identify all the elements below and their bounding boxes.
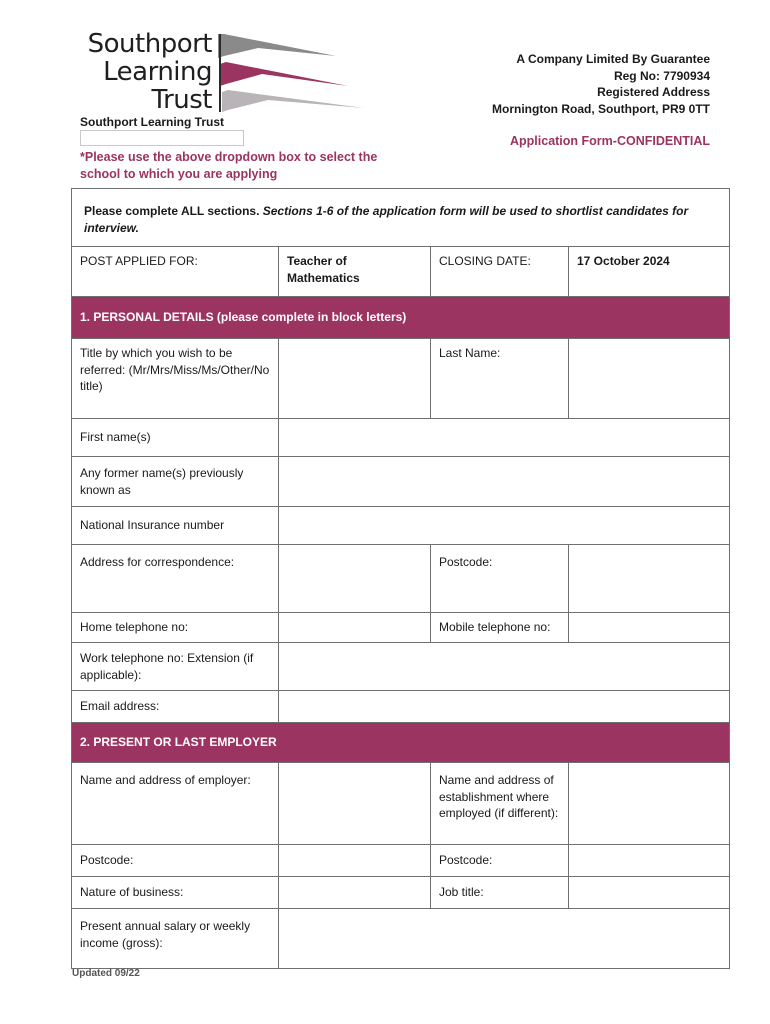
- home-tel-field[interactable]: [279, 613, 431, 643]
- logo-line-3: Trust: [151, 85, 212, 115]
- salary-field[interactable]: [279, 909, 730, 969]
- work-tel-field[interactable]: [279, 643, 730, 691]
- last-name-label: Last Name:: [431, 339, 569, 419]
- company-line-3: Registered Address: [597, 85, 710, 99]
- mobile-tel-field[interactable]: [569, 613, 730, 643]
- logo-swoosh-icon: [218, 34, 368, 112]
- employer-postcode-field[interactable]: [279, 845, 431, 877]
- logo-line-2: Learning: [103, 57, 212, 87]
- intro-bold: Please complete ALL sections.: [84, 204, 260, 218]
- section-2-heading: 2. PRESENT OR LAST EMPLOYER: [72, 723, 730, 763]
- intro-cell: [72, 189, 730, 247]
- job-title-label: Job title:: [431, 877, 569, 909]
- establishment-postcode-field[interactable]: [569, 845, 730, 877]
- employer-postcode-label: Postcode:: [72, 845, 279, 877]
- email-field[interactable]: [279, 691, 730, 723]
- closing-date-label: CLOSING DATE:: [431, 247, 569, 297]
- salary-label: Present annual salary or weekly income (gross):: [72, 909, 279, 969]
- former-names-field[interactable]: [279, 457, 730, 507]
- application-form-table: [71, 188, 730, 969]
- establishment-label: Name and address of establishment where employed (if different):: [431, 763, 569, 845]
- logo-line-1: Southport: [87, 29, 212, 59]
- work-tel-label: Work telephone no: Extension (if applicable):: [72, 643, 279, 691]
- first-name-field[interactable]: [279, 419, 730, 457]
- dropdown-note: *Please use the above dropdown box to select the school to which you are applying: [80, 150, 378, 181]
- org-name: Southport Learning Trust: [80, 115, 224, 129]
- business-field[interactable]: [279, 877, 431, 909]
- employer-label: Name and address of employer:: [72, 763, 279, 845]
- establishment-postcode-label: Postcode:: [431, 845, 569, 877]
- company-line-1: A Company Limited By Guarantee: [516, 52, 710, 66]
- establishment-field[interactable]: [569, 763, 730, 845]
- updated-date: Updated 09/22: [72, 968, 140, 979]
- mobile-tel-label: Mobile telephone no:: [431, 613, 569, 643]
- home-tel-label: Home telephone no:: [72, 613, 279, 643]
- postcode-field[interactable]: [569, 545, 730, 613]
- intro-italic: Sections 1-6 of the application form will be used to shortlist candidates for interview.: [84, 204, 689, 235]
- address-field[interactable]: [279, 545, 431, 613]
- employer-field[interactable]: [279, 763, 431, 845]
- postcode-label: Postcode:: [431, 545, 569, 613]
- company-reg-no: Reg No: 7790934: [613, 68, 710, 83]
- post-label: POST APPLIED FOR:: [72, 247, 279, 297]
- ni-number-label: National Insurance number: [72, 507, 279, 545]
- last-name-field[interactable]: [569, 339, 730, 419]
- business-label: Nature of business:: [72, 877, 279, 909]
- school-dropdown[interactable]: [80, 130, 244, 146]
- post-value[interactable]: Teacher of Mathematics: [279, 247, 431, 297]
- email-label: Email address:: [72, 691, 279, 723]
- section-1-heading: 1. PERSONAL DETAILS (please complete in block letters): [72, 297, 730, 339]
- job-title-field[interactable]: [569, 877, 730, 909]
- ni-number-field[interactable]: [279, 507, 730, 545]
- former-names-label: Any former name(s) previously known as: [72, 457, 279, 507]
- address-label: Address for correspondence:: [72, 545, 279, 613]
- title-field[interactable]: [279, 339, 431, 419]
- first-name-label: First name(s): [72, 419, 279, 457]
- form-title: Application Form-CONFIDENTIAL: [510, 134, 710, 148]
- company-details: [492, 51, 710, 117]
- closing-date-value: 17 October 2024: [569, 247, 730, 297]
- company-address: Mornington Road, Southport, PR9 0TT: [492, 101, 710, 116]
- logo-wordmark: [80, 30, 212, 114]
- title-label: Title by which you wish to be referred: (Mr/Mrs/Miss/Ms/Other/No title): [72, 339, 279, 419]
